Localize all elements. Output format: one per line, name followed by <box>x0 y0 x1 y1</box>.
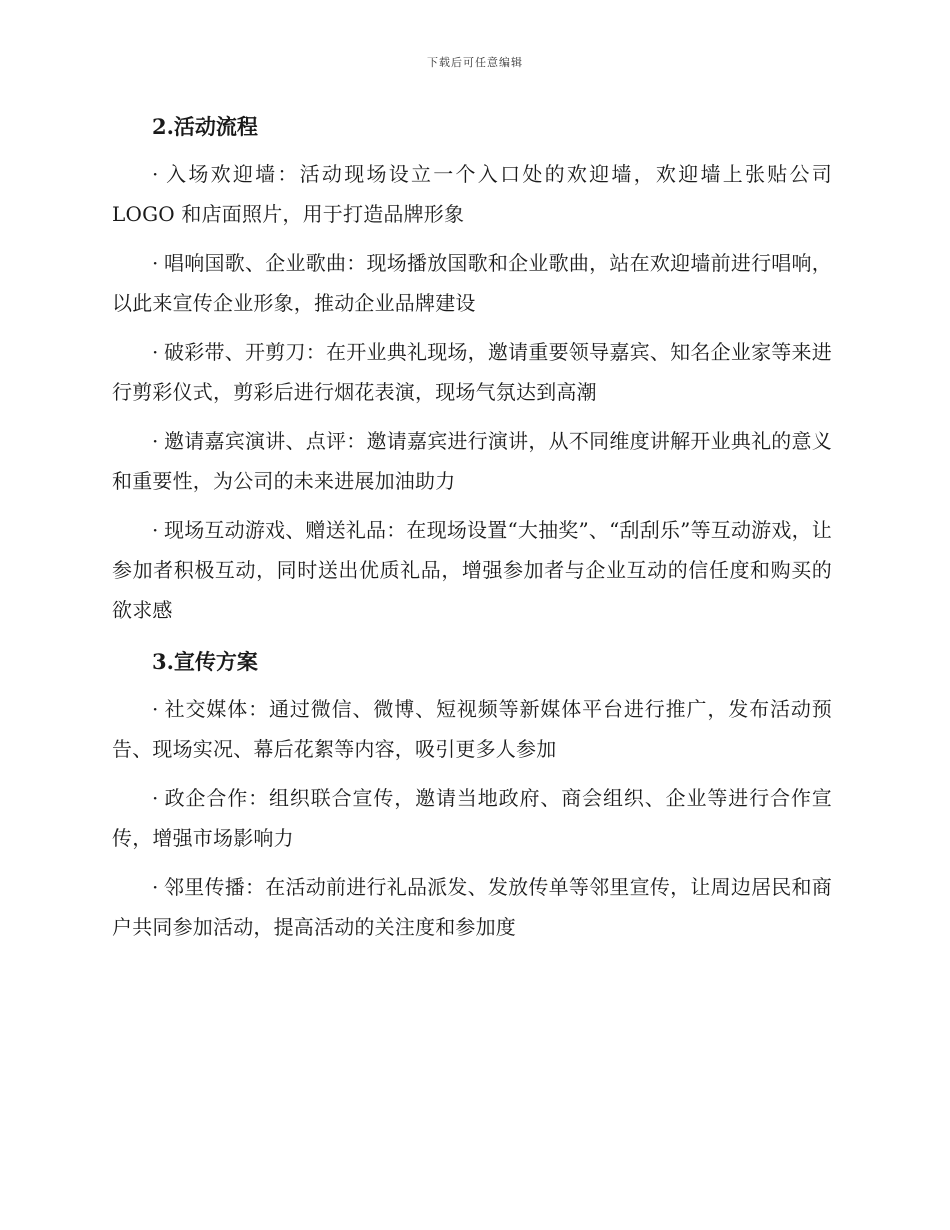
list-item <box>112 867 832 947</box>
list-item-text: 邀请嘉宾演讲、点评：邀请嘉宾进行演讲，从不同维度讲解开业典礼的意义和重要性，为公司的未来进展加油助力 <box>112 429 832 493</box>
bullet-icon: · <box>152 162 159 186</box>
bullet-icon: · <box>152 429 159 453</box>
list-item-text: 现场互动游戏、赠送礼品：在现场设置“大抽奖”、“刮刮乐”等互动游戏，让参加者积极互动，同时送出优质礼品，增强参加者与企业互动的信任度和购买的欲求感 <box>112 518 832 622</box>
page-header: 下载后可任意编辑 <box>427 56 523 69</box>
section-heading-promotion-plan: 3.宣传方案 <box>152 649 258 674</box>
bullet-icon: · <box>152 697 159 721</box>
bullet-icon: · <box>152 340 159 364</box>
bullet-icon: · <box>152 786 159 810</box>
list-item <box>112 332 832 412</box>
list-item <box>112 154 832 234</box>
list-item <box>112 778 832 858</box>
list-item-text: 邻里传播：在活动前进行礼品派发、发放传单等邻里宣传，让周边居民和商户共同参加活动，提高活动的关注度和参加度 <box>112 875 832 939</box>
bullet-icon: · <box>152 518 159 542</box>
list-item <box>112 510 832 630</box>
list-item-text: 政企合作：组织联合宣传，邀请当地政府、商会组织、企业等进行合作宣传，增强市场影响力 <box>112 786 832 850</box>
document-body <box>112 110 832 956</box>
list-item-text: 唱响国歌、企业歌曲：现场播放国歌和企业歌曲，站在欢迎墙前进行唱响，以此来宣传企业形象，推动企业品牌建设 <box>112 251 832 315</box>
bullet-icon: · <box>152 251 159 275</box>
list-item <box>112 421 832 501</box>
list-item <box>112 243 832 323</box>
list-item-text: 入场欢迎墙：活动现场设立一个入口处的欢迎墙，欢迎墙上张贴公司LOGO 和店面照片，用于打造品牌形象 <box>112 162 832 226</box>
list-item-text: 社交媒体：通过微信、微博、短视频等新媒体平台进行推广，发布活动预告、现场实况、幕后花絮等内容，吸引更多人参加 <box>112 697 832 761</box>
bullet-icon: · <box>152 875 159 899</box>
list-item <box>112 689 832 769</box>
section-heading-activity-flow: 2.活动流程 <box>152 114 258 139</box>
list-item-text: 破彩带、开剪刀：在开业典礼现场，邀请重要领导嘉宾、知名企业家等来进行剪彩仪式，剪彩后进行烟花表演，现场气氛达到高潮 <box>112 340 832 404</box>
